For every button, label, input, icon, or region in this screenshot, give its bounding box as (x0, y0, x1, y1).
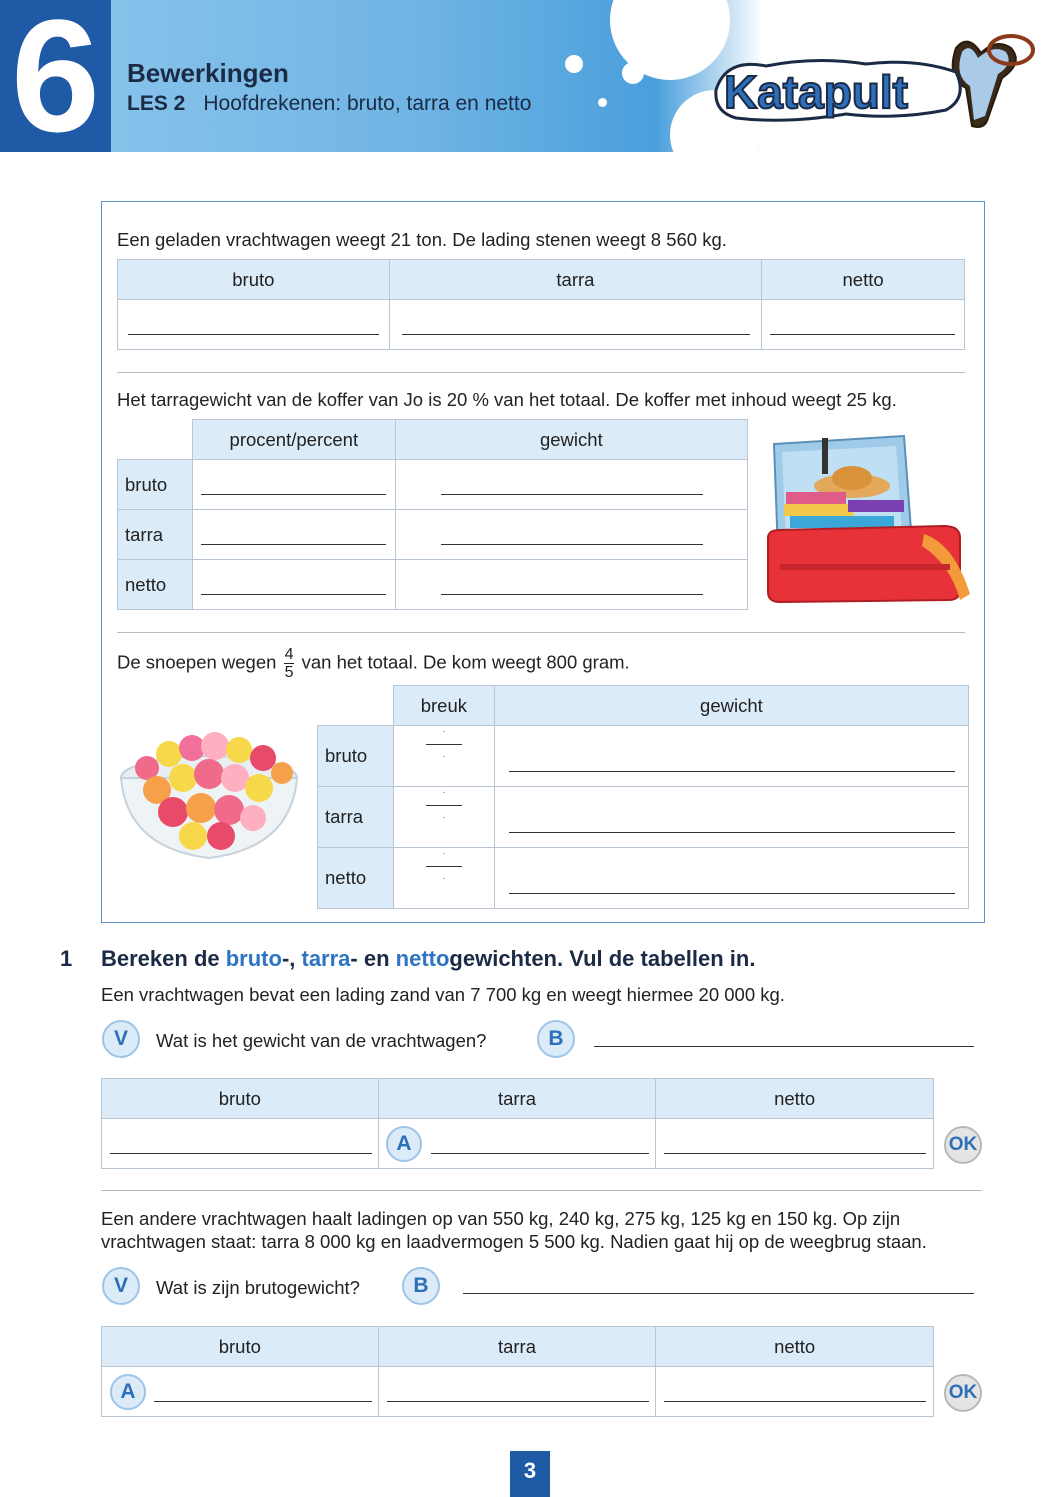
logo-text: Katapult (724, 66, 908, 118)
answer-cell[interactable] (102, 1119, 379, 1169)
answer-cell-badge: A (110, 1374, 146, 1410)
column-header: netto (762, 260, 965, 300)
question-badge: V (102, 1267, 140, 1305)
answer-cell[interactable] (494, 787, 968, 848)
answer-badge: B (402, 1267, 440, 1305)
lesson-label: LES 2 (127, 92, 186, 115)
candy-text-before: De snoepen wegen (117, 651, 277, 673)
question-badge: V (102, 1020, 140, 1058)
page-header (0, 0, 1059, 152)
answer-line[interactable] (594, 1046, 974, 1047)
answer-cell[interactable] (192, 460, 395, 510)
column-header: tarra (378, 1327, 656, 1367)
ok-badge[interactable]: OK (944, 1374, 982, 1412)
answer-cell[interactable] (378, 1367, 656, 1417)
candy-example-table (317, 685, 969, 909)
candy-bowl-photo (117, 718, 302, 868)
truck-example-text: Een geladen vrachtwagen weegt 21 ton. De lading stenen weegt 8 560 kg. (117, 229, 727, 250)
fraction-answer-cell[interactable]: · · (393, 848, 494, 909)
column-header: tarra (378, 1079, 656, 1119)
column-header: tarra (389, 260, 762, 300)
task1-text: Een vrachtwagen bevat een lading zand van 7 700 kg en weegt hiermee 20 000 kg. (101, 984, 785, 1005)
divider (101, 1190, 982, 1191)
page-number: 3 (510, 1451, 550, 1497)
task2-question: Wat is zijn brutogewicht? (156, 1277, 360, 1298)
divider (117, 372, 965, 373)
katapult-logo (706, 28, 1046, 138)
column-header: procent/percent (192, 420, 395, 460)
answer-cell[interactable] (395, 510, 747, 560)
paint-splash (598, 98, 607, 107)
task1-question: Wat is het gewicht van de vrachtwagen? (156, 1030, 487, 1051)
task1-table (101, 1078, 934, 1169)
task2-text-line1: Een andere vrachtwagen haalt ladingen op van 550 kg, 240 kg, 275 kg, 125 kg en 150 kg. Op zijn (101, 1208, 901, 1229)
answer-cell[interactable] (395, 460, 747, 510)
answer-badge: B (537, 1020, 575, 1058)
fraction-numerator: 4 (284, 646, 294, 663)
suitcase-example-table (117, 419, 748, 610)
paint-splash (622, 62, 644, 84)
answer-cell[interactable] (395, 560, 747, 610)
row-label: bruto (118, 460, 193, 510)
answer-cell[interactable] (656, 1119, 934, 1169)
fraction-denominator: 5 (284, 664, 294, 681)
row-label: tarra (118, 510, 193, 560)
answer-cell[interactable] (192, 560, 395, 610)
lesson-heading (127, 92, 531, 116)
answer-cell[interactable] (762, 300, 965, 350)
paint-splash (565, 55, 583, 73)
chapter-number: 6 (0, 0, 111, 152)
column-header: bruto (118, 260, 390, 300)
truck-example-table (117, 259, 965, 350)
suitcase-example-text: Het tarragewicht van de koffer van Jo is 20 % van het totaal. De koffer met inhoud weegt 25 kg. (117, 389, 897, 410)
column-header: gewicht (395, 420, 747, 460)
ok-badge[interactable]: OK (944, 1126, 982, 1164)
fraction-answer-cell[interactable]: · · (393, 787, 494, 848)
exercise-number: 1 (60, 946, 73, 971)
answer-cell[interactable] (656, 1367, 934, 1417)
row-label: bruto (318, 726, 394, 787)
answer-cell[interactable] (192, 510, 395, 560)
answer-cell[interactable] (494, 848, 968, 909)
fraction (284, 646, 295, 681)
column-header: bruto (102, 1327, 379, 1367)
answer-cell[interactable] (389, 300, 762, 350)
candy-text-after: van het totaal. De kom weegt 800 gram. (301, 651, 630, 673)
task2-text-line2: vrachtwagen staat: tarra 8 000 kg en laadvermogen 5 500 kg. Nadien gaat hij op de weegbrug staan. (101, 1231, 927, 1252)
exercise-title: Bereken de bruto-, tarra- en nettogewichten. Vul de tabellen in. (101, 946, 756, 971)
column-header: gewicht (494, 686, 968, 726)
answer-cell-badge: A (386, 1126, 422, 1162)
row-label: netto (118, 560, 193, 610)
column-header: netto (656, 1079, 934, 1119)
suitcase-photo (764, 434, 974, 606)
fraction-answer-cell[interactable]: · · (393, 726, 494, 787)
row-label: tarra (318, 787, 394, 848)
column-header: breuk (393, 686, 494, 726)
column-header: netto (656, 1327, 934, 1367)
chapter-title: Bewerkingen (127, 58, 289, 88)
answer-line[interactable] (463, 1293, 974, 1294)
answer-cell[interactable] (494, 726, 968, 787)
column-header: bruto (102, 1079, 379, 1119)
answer-cell[interactable] (118, 300, 390, 350)
candy-example-text (117, 646, 630, 681)
row-label: netto (318, 848, 394, 909)
task2-table (101, 1326, 934, 1417)
divider (117, 632, 965, 633)
lesson-title: Hoofdrekenen: bruto, tarra en netto (203, 92, 532, 115)
